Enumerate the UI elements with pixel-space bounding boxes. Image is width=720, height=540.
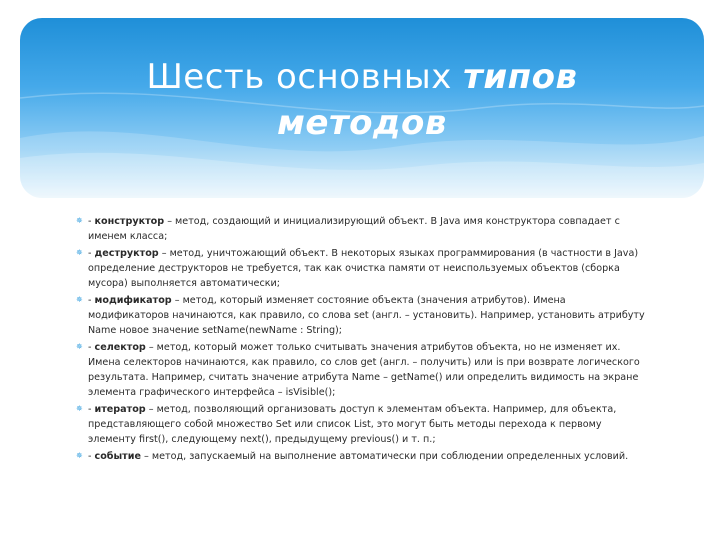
bullet-icon: ✵: [76, 451, 83, 460]
list-item: ✵ - селектор – метод, который может только считывать значения атрибутов объекта, но не изменяет их. Имена селекторов начинаются, как правило, со слов get (англ. – получить) или is при возврате логического результата. Например, считать значение атрибута Name – getName() или определить видимость на экране элемента графического интерфейса – isVisible();: [76, 342, 640, 398]
slide-title: [20, 54, 704, 146]
list-item: ✵ - итератор – метод, позволяющий организовать доступ к элементам объекта. Например, для объекта, представляющего собой множество Set или список List, это могут быть методы перехода к первому элементу first(), следующему next(), предыдущему previous() и т. п.;: [76, 404, 617, 445]
title-plain: Шесть основных: [146, 57, 452, 97]
method-description: – метод, позволяющий организовать доступ к элементам объекта. Например, для объекта, представляющего собой множество Set или список List, это могут быть методы перехода к первому элементу first(), следующему next(), предыдущему previous() и т. п.;: [88, 404, 617, 445]
list-item: ✵ - деструктор – метод, уничтожающий объект. В некоторых языках программирования (в частности в Java) определение деструкторов не требуется, так как очистка памяти от неиспользуемых объектов (сборка мусора) выполняется автоматически;: [76, 248, 639, 289]
method-term: событие: [94, 451, 141, 462]
method-term: конструктор: [94, 216, 165, 227]
method-term: деструктор: [94, 248, 159, 259]
method-description: – метод, запускаемый на выполнение автоматически при соблюдении определенных условий.: [140, 451, 629, 462]
list-item: ✵ - конструктор – метод, создающий и инициализирующий объект. В Java имя конструктора совпадает с именем класса;: [76, 216, 620, 242]
title-emphasis-1: типов: [463, 57, 578, 97]
title-banner: [20, 18, 704, 198]
bullet-icon: ✵: [76, 342, 83, 351]
bullet-icon: ✵: [76, 404, 83, 413]
bullet-icon: ✵: [76, 216, 83, 225]
method-description: – метод, который изменяет состояние объекта (значения атрибутов). Имена модификаторов начинаются, как правило, со слова set (англ. – установить). Например, установить атрибуту Name новое значение setName(newName : String);: [88, 295, 645, 336]
bullet-icon: ✵: [76, 248, 83, 257]
method-list: [76, 214, 646, 466]
method-description: – метод, создающий и инициализирующий объект. В Java имя конструктора совпадает с именем класса;: [88, 216, 620, 242]
method-term: модификатор: [94, 295, 172, 306]
method-description: – метод, уничтожающий объект. В некоторых языках программирования (в частности в Java) определение деструкторов не требуется, так как очистка памяти от неиспользуемых объектов (сборка мусора) выполняется автоматически;: [88, 248, 639, 289]
list-item: ✵ - событие – метод, запускаемый на выполнение автоматически при соблюдении определенных условий.: [76, 451, 629, 462]
method-description: – метод, который может только считывать значения атрибутов объекта, но не изменяет их. Имена селекторов начинаются, как правило, со слов get (англ. – получить) или is при возврате логического результата. Например, считать значение атрибута Name – getName() или определить видимость на экране элемента графического интерфейса – isVisible();: [88, 342, 640, 398]
bullet-icon: ✵: [76, 295, 83, 304]
method-term: селектор: [94, 342, 146, 353]
title-emphasis-2: методов: [277, 103, 447, 143]
method-term: итератор: [94, 404, 146, 415]
list-item: ✵ - модификатор – метод, который изменяет состояние объекта (значения атрибутов). Имена модификаторов начинаются, как правило, со слова set (англ. – установить). Например, установить атрибуту Name новое значение setName(newName : String);: [76, 295, 645, 336]
